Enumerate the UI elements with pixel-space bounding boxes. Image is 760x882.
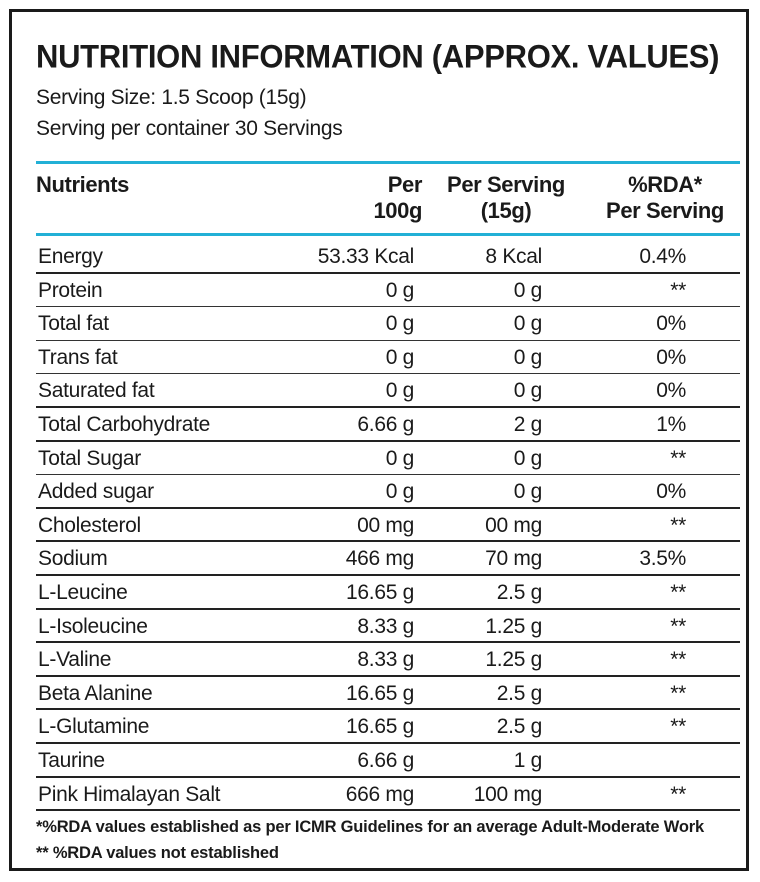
- per-serving-value: 0 g: [513, 312, 542, 336]
- per-100g-value: 8.33 g: [357, 648, 414, 672]
- footnote-rda-established: *%RDA values established as per ICMR Guidelines for an average Adult-Moderate Work: [36, 818, 704, 836]
- table-row: [36, 341, 740, 375]
- rda-value: 0%: [656, 480, 686, 504]
- nutrient-table-body: [36, 240, 740, 811]
- nutrient-name: Saturated fat: [38, 379, 155, 403]
- panel-title: NUTRITION INFORMATION (APPROX. VALUES): [36, 38, 720, 75]
- header-rda-line1: %RDA*: [628, 172, 702, 197]
- per-100g-value: 00 mg: [357, 513, 414, 537]
- per-100g-value: 0 g: [385, 446, 414, 470]
- nutrient-name: Total fat: [38, 312, 109, 336]
- header-nutrients: Nutrients: [36, 172, 129, 197]
- table-row: [36, 710, 740, 744]
- nutrient-name: Protein: [38, 278, 103, 302]
- nutrient-name: L-Leucine: [38, 580, 128, 604]
- nutrient-name: Total Carbohydrate: [38, 412, 211, 436]
- rda-value: 0%: [656, 345, 686, 369]
- per-serving-value: 2.5 g: [496, 681, 542, 705]
- header-rda: [596, 172, 734, 224]
- per-100g-value: 666 mg: [345, 782, 414, 806]
- per-serving-value: 0 g: [513, 345, 542, 369]
- header-per-serving-line1: Per Serving: [447, 172, 565, 197]
- rda-value: **: [670, 782, 686, 806]
- rda-value: **: [670, 648, 686, 672]
- table-row: [36, 240, 740, 274]
- table-row: [36, 408, 740, 442]
- header-top-rule: [36, 161, 740, 164]
- rda-value: **: [670, 278, 686, 302]
- nutrient-name: Cholesterol: [38, 513, 141, 537]
- header-rda-line2: Per Serving: [606, 198, 724, 223]
- table-row: [36, 307, 740, 341]
- table-row: [36, 475, 740, 509]
- table-row: [36, 509, 740, 543]
- per-100g-value: 0 g: [385, 480, 414, 504]
- per-serving-value: 1.25 g: [485, 614, 542, 638]
- nutrition-panel: [9, 9, 749, 871]
- per-serving-value: 2 g: [513, 412, 542, 436]
- nutrient-name: Added sugar: [38, 480, 154, 504]
- rda-value: 0%: [656, 312, 686, 336]
- nutrient-name: L-Valine: [38, 648, 112, 672]
- nutrient-name: L-Glutamine: [38, 715, 150, 739]
- table-header: [36, 172, 740, 232]
- header-per-100g-line1: Per: [387, 172, 422, 197]
- per-serving-value: 0 g: [513, 379, 542, 403]
- nutrient-name: Trans fat: [38, 345, 118, 369]
- per-serving-value: 100 mg: [473, 782, 542, 806]
- rda-value: **: [670, 580, 686, 604]
- header-per-serving: [426, 172, 586, 224]
- table-row: [36, 778, 740, 812]
- table-row: [36, 542, 740, 576]
- rda-value: 1%: [656, 412, 686, 436]
- per-serving-value: 2.5 g: [496, 580, 542, 604]
- header-per-serving-line2: (15g): [480, 198, 532, 223]
- per-serving-value: 8 Kcal: [485, 245, 542, 268]
- per-serving-value: 1 g: [513, 748, 542, 772]
- per-100g-value: 0 g: [385, 345, 414, 369]
- footnote-rda-not-established: ** %RDA values not established: [36, 844, 279, 862]
- table-row: [36, 677, 740, 711]
- per-serving-value: 0 g: [513, 446, 542, 470]
- per-serving-value: 70 mg: [485, 547, 542, 571]
- rda-value: **: [670, 614, 686, 638]
- header-bottom-rule: [36, 233, 740, 236]
- table-row: [36, 274, 740, 308]
- rda-value: 3.5%: [639, 547, 686, 571]
- table-row: [36, 643, 740, 677]
- per-100g-value: 0 g: [385, 379, 414, 403]
- nutrient-name: Pink Himalayan Salt: [38, 782, 221, 806]
- table-row: [36, 442, 740, 476]
- per-serving-value: 00 mg: [485, 513, 542, 537]
- nutrient-name: Taurine: [38, 748, 105, 772]
- serving-size: Serving Size: 1.5 Scoop (15g): [36, 86, 307, 109]
- rda-value: **: [670, 446, 686, 470]
- rda-value: **: [670, 715, 686, 739]
- table-row: [36, 374, 740, 408]
- nutrient-name: Total Sugar: [38, 446, 141, 470]
- row-divider: [36, 809, 740, 811]
- per-100g-value: 16.65 g: [346, 681, 414, 705]
- per-100g-value: 16.65 g: [346, 715, 414, 739]
- nutrient-name: Energy: [38, 245, 103, 268]
- rda-value: **: [670, 681, 686, 705]
- per-100g-value: 466 mg: [345, 547, 414, 571]
- per-serving-value: 0 g: [513, 480, 542, 504]
- per-100g-value: 6.66 g: [357, 748, 414, 772]
- table-row: [36, 576, 740, 610]
- per-100g-value: 0 g: [385, 312, 414, 336]
- per-serving-value: 0 g: [513, 278, 542, 302]
- table-row: [36, 744, 740, 778]
- nutrient-name: L-Isoleucine: [38, 614, 148, 638]
- per-serving-value: 1.25 g: [485, 648, 542, 672]
- nutrient-name: Sodium: [38, 547, 108, 571]
- rda-value: 0.4%: [639, 245, 686, 268]
- per-100g-value: 16.65 g: [346, 580, 414, 604]
- per-100g-value: 6.66 g: [357, 412, 414, 436]
- table-row: [36, 610, 740, 644]
- nutrient-name: Beta Alanine: [38, 681, 153, 705]
- rda-value: 0%: [656, 379, 686, 403]
- header-per-100g-line2: 100g: [373, 198, 422, 223]
- rda-value: **: [670, 513, 686, 537]
- per-100g-value: 0 g: [385, 278, 414, 302]
- per-100g-value: 53.33 Kcal: [317, 245, 414, 268]
- servings-per-container: Serving per container 30 Servings: [36, 117, 343, 140]
- header-per-100g: [373, 172, 422, 224]
- per-serving-value: 2.5 g: [496, 715, 542, 739]
- per-100g-value: 8.33 g: [357, 614, 414, 638]
